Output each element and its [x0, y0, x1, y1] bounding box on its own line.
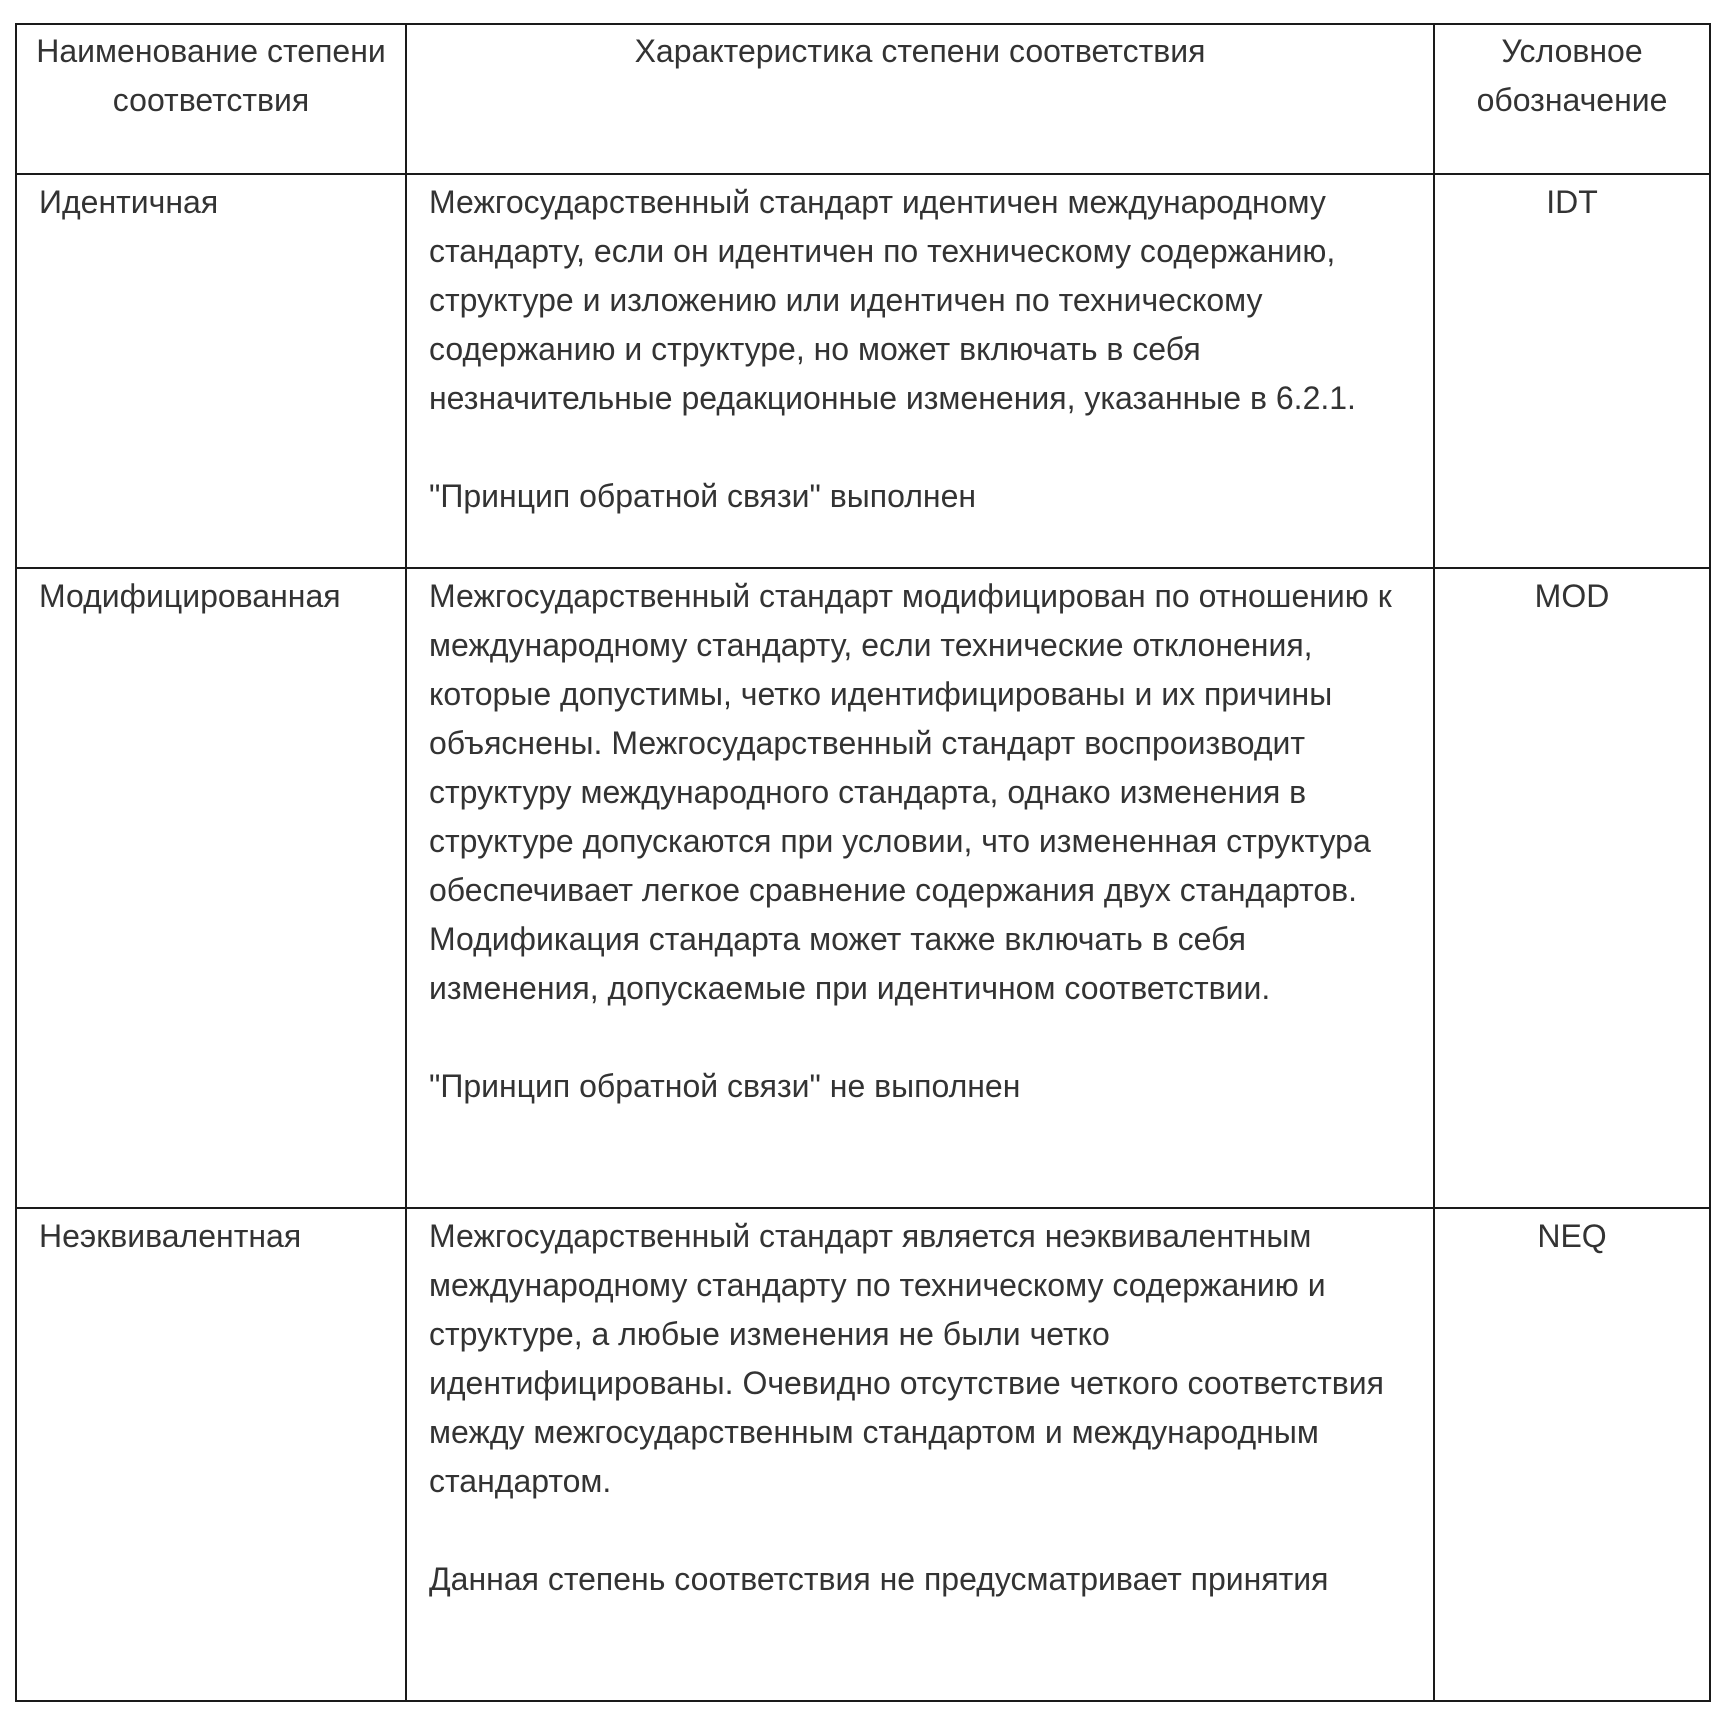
- header-code-text: Условное обозначение: [1476, 33, 1668, 118]
- row-description-note: "Принцип обратной связи" не выполнен: [429, 1068, 1021, 1104]
- row-code: IDT: [1546, 184, 1598, 220]
- row-code-cell: [1434, 568, 1710, 1208]
- row-name: Идентичная: [39, 184, 219, 220]
- header-description-text: Характеристика степени соответствия: [634, 33, 1206, 69]
- row-description-cell: [406, 174, 1434, 568]
- row-name: Неэквивалентная: [39, 1218, 302, 1254]
- row-description: Межгосударственный стандарт модифицирован по отношению к международному стандарту, если технические отклонения, которые допустимы, четко идентифицированы и их причины объяснены. Межгосударственный стандарт воспроизводит структуру международного стандарта, однако изменения в структуре допускаются при условии, что измененная структура обеспечивает легкое сравнение содержания двух стандартов. Модификация стандарта может также включать в себя изменения, допускаемые при идентичном соответствии.: [429, 578, 1392, 1006]
- table-row: [16, 1208, 1710, 1701]
- row-name-cell: [16, 568, 406, 1208]
- header-code: [1434, 24, 1710, 174]
- header-name-text: Наименование степени соответствия: [36, 33, 386, 118]
- row-name: Модифицированная: [39, 578, 341, 614]
- row-code: NEQ: [1537, 1218, 1607, 1254]
- row-name-cell: [16, 174, 406, 568]
- row-code-cell: [1434, 1208, 1710, 1701]
- row-description: Межгосударственный стандарт идентичен международному стандарту, если он идентичен по техническому содержанию, структуре и изложению или идентичен по техническому содержанию и структуре, но может включать в себя незначительные редакционные изменения, указанные в 6.2.1.: [429, 184, 1356, 416]
- row-code-cell: [1434, 174, 1710, 568]
- row-description-note: "Принцип обратной связи" выполнен: [429, 478, 977, 514]
- table-row: [16, 174, 1710, 568]
- table-header-row: [16, 24, 1710, 174]
- conformance-degrees-table: [15, 23, 1711, 1702]
- table-row: [16, 568, 1710, 1208]
- row-description-cell: [406, 568, 1434, 1208]
- row-description: Межгосударственный стандарт является неэквивалентным международному стандарту по техническому содержанию и структуре, а любые изменения не были четко идентифицированы. Очевидно отсутствие четкого соответствия между межгосударственным стандартом и международным стандартом.: [429, 1218, 1384, 1499]
- header-name: [16, 24, 406, 174]
- row-name-cell: [16, 1208, 406, 1701]
- header-description: [406, 24, 1434, 174]
- row-code: MOD: [1534, 578, 1610, 614]
- row-description-note: Данная степень соответствия не предусматривает принятия: [429, 1561, 1329, 1597]
- row-description-cell: [406, 1208, 1434, 1701]
